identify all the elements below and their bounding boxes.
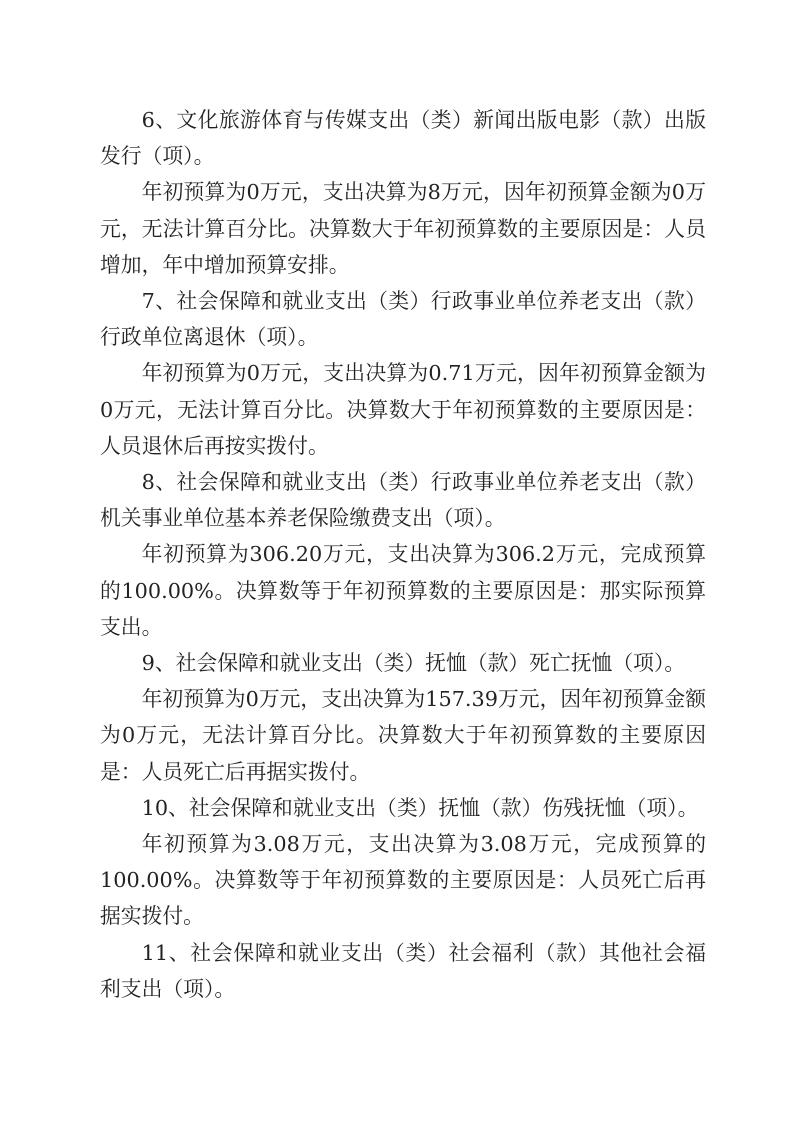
item-10-heading: 10、社会保障和就业支出（类）抚恤（款）伤残抚恤（项）。: [141, 795, 699, 820]
item-6-heading: 6、文化旅游体育与传媒支出（类）新闻出版电影（款）出版发行（项）。: [100, 108, 706, 169]
document-body: [100, 102, 706, 1007]
item-10-description: 年初预算为3.08万元，支出决算为3.08万元，完成预算的100.00%。决算数等于年初预算数的主要原因是：人员死亡后再据实拨付。: [100, 832, 706, 929]
item-7-description: 年初预算为0万元，支出决算为0.71万元，因年初预算金额为0万元，无法计算百分比。决算数大于年初预算数的主要原因是：人员退休后再按实拨付。: [100, 361, 706, 458]
item-9-heading: 9、社会保障和就业支出（类）抚恤（款）死亡抚恤（项）。: [141, 651, 686, 676]
item-7-heading: 7、社会保障和就业支出（类）行政事业单位养老支出（款）行政单位离退休（项）。: [100, 289, 706, 350]
item-6-description: 年初预算为0万元，支出决算为8万元，因年初预算金额为0万元，无法计算百分比。决算数大于年初预算数的主要原因是：人员增加，年中增加预算安排。: [100, 180, 706, 277]
item-8-description: 年初预算为306.20万元，支出决算为306.2万元，完成预算的100.00%。决算数等于年初预算数的主要原因是：那实际预算支出。: [100, 542, 706, 639]
item-11-heading: 11、社会保障和就业支出（类）社会福利（款）其他社会福利支出（项）。: [100, 940, 706, 1001]
item-8-heading: 8、社会保障和就业支出（类）行政事业单位养老支出（款）机关事业单位基本养老保险缴费支出（项）。: [100, 470, 706, 531]
item-9-description: 年初预算为0万元，支出决算为157.39万元，因年初预算金额为0万元，无法计算百分比。决算数大于年初预算数的主要原因是：人员死亡后再据实拨付。: [100, 687, 706, 784]
